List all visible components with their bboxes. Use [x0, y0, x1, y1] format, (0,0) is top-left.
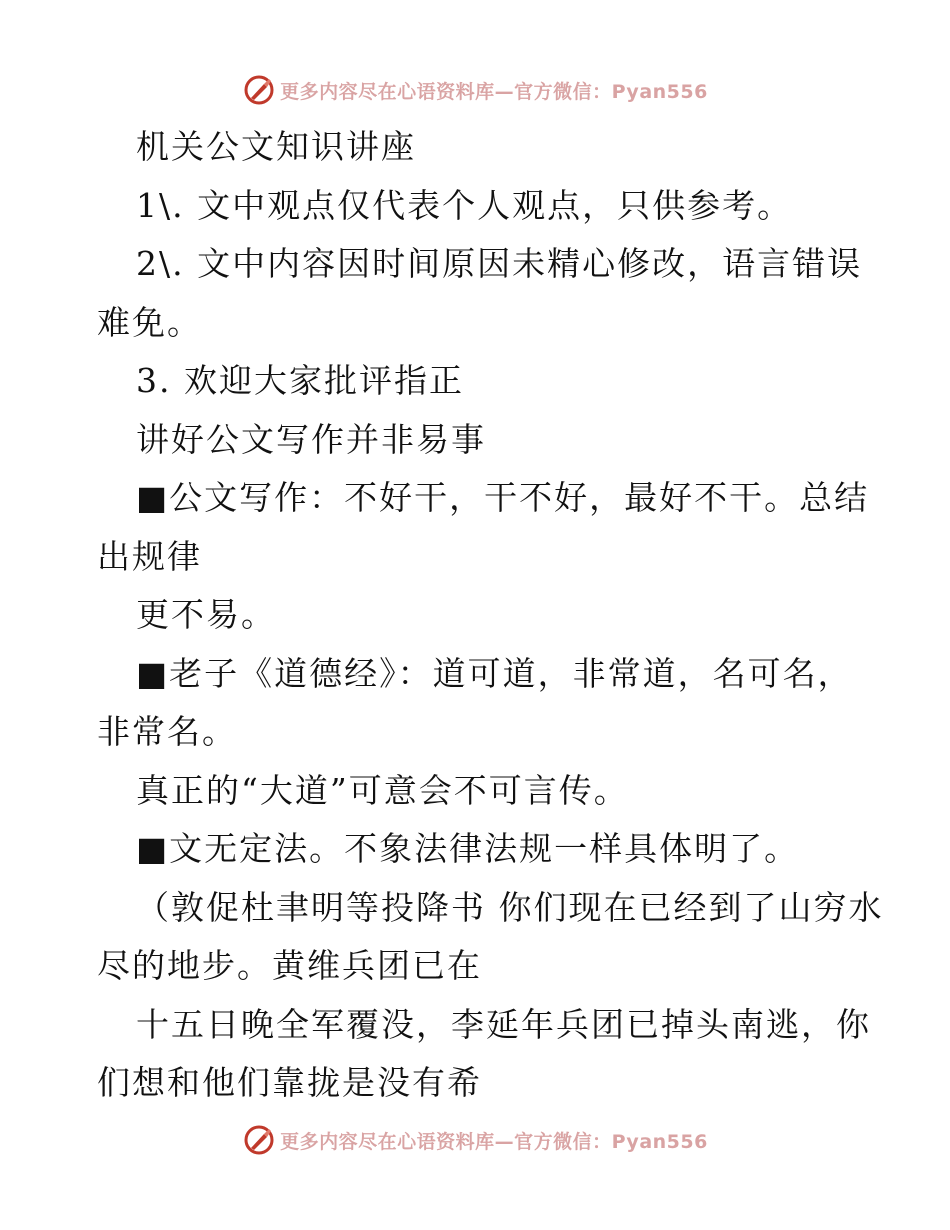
doc-line: 尽的地步。黄维兵团已在	[97, 946, 482, 985]
doc-line: 讲好公文写作并非易事	[136, 419, 486, 459]
doc-line: 更不易。	[136, 595, 276, 634]
doc-line: 1\. 文中观点仅代表个人观点，只供参考。	[136, 185, 793, 225]
footer-watermark	[0, 1120, 950, 1160]
doc-line: 难免。	[97, 302, 202, 342]
logo-pen-icon	[242, 73, 276, 107]
doc-title: 机关公文知识讲座	[136, 127, 416, 166]
logo-pen-icon	[242, 1123, 276, 1157]
doc-line: 们想和他们靠拢是没有希	[97, 1063, 482, 1102]
doc-line: 非常名。	[97, 712, 237, 751]
doc-line: 十五日晚全军覆没，李延年兵团已掉头南逃，你	[136, 1004, 871, 1044]
watermark-text: 更多内容尽在心语资料库—官方微信：Pyan556	[280, 80, 708, 103]
doc-line: （敦促杜聿明等投降书 你们现在已经到了山穷水	[136, 887, 884, 927]
doc-line: ■文无定法。不象法律法规一样具体明了。	[136, 829, 800, 868]
doc-line: ■公文写作：不好干，干不好，最好不干。总结	[136, 478, 870, 517]
doc-line: 真正的“大道”可意会不可言传。	[136, 770, 629, 810]
doc-line: 3. 欢迎大家批评指正	[136, 361, 464, 400]
doc-line: 出规律	[97, 536, 202, 576]
doc-line: ■老子《道德经》：道可道，非常道，名可名，	[136, 653, 853, 693]
watermark-text: 更多内容尽在心语资料库—官方微信：Pyan556	[280, 1130, 708, 1153]
header-watermark	[0, 70, 950, 110]
doc-line: 2\. 文中内容因时间原因未精心修改，语言错误	[136, 244, 863, 283]
document-body	[97, 118, 884, 1113]
